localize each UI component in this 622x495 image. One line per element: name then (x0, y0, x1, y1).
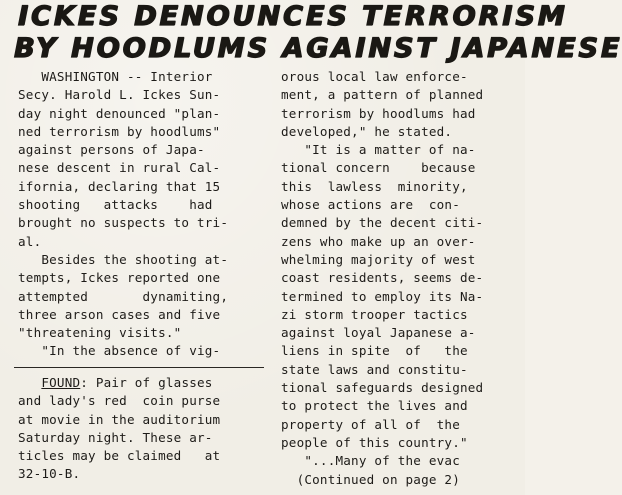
article-line: zens who make up an over- (281, 233, 476, 249)
article-line: Secy. Harold L. Ickes Sun- (18, 87, 221, 103)
found-notice (18, 374, 270, 484)
article-line: WASHINGTON -- Interior (18, 69, 213, 84)
article-line: property of all of the (281, 416, 460, 432)
notice-line: at movie in the auditorium (18, 411, 221, 427)
article-line: "In the absence of vig- (18, 343, 221, 359)
article-line: developed," he stated. (281, 123, 453, 139)
article-line: whelming majority of west (281, 251, 476, 267)
section-divider (14, 367, 264, 368)
article-line: Besides the shooting at- (18, 251, 229, 267)
article-line: orous local law enforce- (281, 69, 468, 84)
found-label: FOUND (41, 375, 81, 390)
article-line: zi storm trooper tactics (281, 306, 468, 322)
article-line: tional safeguards designed (281, 380, 484, 396)
article-line: (Continued on page 2) (281, 471, 460, 487)
article-line: demned by the decent citi- (281, 215, 484, 231)
article-column-right (281, 68, 513, 489)
notice-line: ticles may be claimed at (18, 448, 221, 464)
article-line: this lawless minority, (281, 178, 468, 194)
found-notice-first-text: : Pair of glasses (80, 375, 213, 390)
headline-line-2: BY HOODLUMS AGAINST JAPANESE (14, 33, 622, 64)
headline-line-1: ICKES DENOUNCES TERRORISM (18, 1, 568, 32)
article-line: attempted dynamiting, (18, 288, 229, 304)
article-line: "threatening visits." (18, 325, 182, 341)
article-line: shooting attacks had (18, 197, 213, 213)
article-line: termined to employ its Na- (281, 288, 484, 304)
article-line: tional concern because (281, 160, 476, 176)
article-line: day night denounced "plan- (18, 105, 221, 121)
article-line: three arson cases and five (18, 306, 221, 322)
article-line: liens in spite of the (281, 343, 468, 359)
article-line: coast residents, seems de- (281, 270, 484, 286)
article-line: people of this country." (281, 434, 468, 450)
article-line: terrorism by hoodlums had (281, 105, 476, 121)
article-line: state laws and constitu- (281, 361, 468, 377)
article-line: "It is a matter of na- (281, 142, 476, 158)
notice-line: and lady's red coin purse (18, 393, 221, 409)
found-notice-first-line (18, 374, 270, 392)
article-line: "...Many of the evac (281, 453, 460, 469)
article-line: whose actions are con- (281, 197, 460, 213)
article-line: against persons of Japa- (18, 142, 205, 158)
article-line: al. (18, 233, 42, 249)
article-line: tempts, Ickes reported one (18, 270, 221, 286)
notice-line: 32-10-B. (18, 466, 81, 482)
article-line: against loyal Japanese a- (281, 325, 476, 341)
article-column-left (18, 68, 270, 361)
article-line: ment, a pattern of planned (281, 87, 484, 103)
notice-line: Saturday night. These ar- (18, 429, 213, 445)
article-line: ifornia, declaring that 15 (18, 178, 221, 194)
article-line: to protect the lives and (281, 398, 468, 414)
article-line: ned terrorism by hoodlums" (18, 123, 221, 139)
article-line: nese descent in rural Cal- (18, 160, 221, 176)
article-line: brought no suspects to tri- (18, 215, 229, 231)
